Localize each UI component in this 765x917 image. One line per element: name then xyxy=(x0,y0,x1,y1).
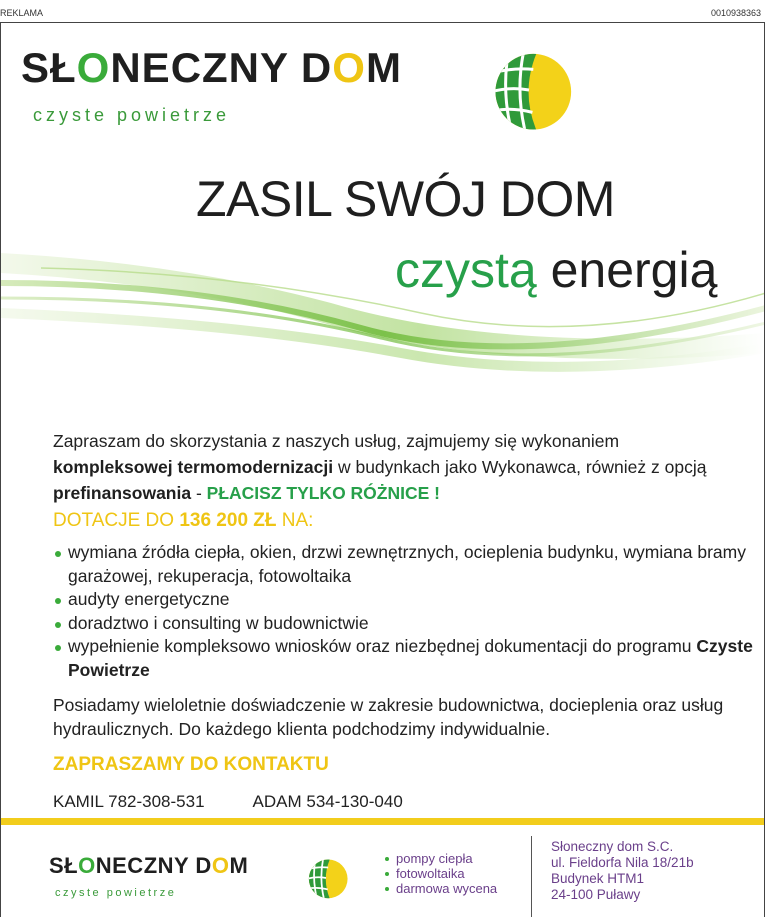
solar-globe-icon xyxy=(483,47,575,133)
footer-divider xyxy=(531,836,532,917)
solar-globe-icon-small xyxy=(303,856,349,900)
brand-tagline-large: czyste powietrze xyxy=(33,105,231,125)
list-item: wypełnienie kompleksowo wniosków oraz niezbędnej dokumentacji do programu Czyste Powietrze xyxy=(53,635,753,682)
company-address xyxy=(551,839,694,903)
top-strip xyxy=(0,0,765,22)
list-item: doradztwo i consulting w budownictwie xyxy=(53,612,753,636)
services-bullet-list xyxy=(53,541,753,682)
brand-tagline-small: czyste powietrze xyxy=(55,887,177,899)
subsidy-heading: DOTACJE DO 136 200 ZŁ NA: xyxy=(53,510,314,531)
brand-logo-large: SŁONECZNY DOM xyxy=(21,44,402,91)
advertisement-label: REKLAMA xyxy=(0,8,44,18)
list-item: audyty energetyczne xyxy=(53,588,753,612)
contact-phones xyxy=(53,792,403,812)
headline-line-1: ZASIL SWÓJ DOM xyxy=(196,171,615,227)
advertisement xyxy=(0,22,765,917)
reference-number: 0010938363 xyxy=(710,8,761,18)
phone-kamil: KAMIL 782-308-531 xyxy=(53,792,205,811)
phone-adam: ADAM 534-130-040 xyxy=(252,792,403,811)
list-item: fotowoltaika xyxy=(383,866,497,881)
contact-heading: ZAPRASZAMY DO KONTAKTU xyxy=(53,754,329,775)
footer-services-list xyxy=(383,851,497,896)
headline-line-2: czystą energią xyxy=(395,242,718,298)
list-item: darmowa wycena xyxy=(383,881,497,896)
list-item: pompy ciepła xyxy=(383,851,497,866)
list-item: wymiana źródła ciepła, okien, drzwi zewnętrznych, ocieplenia budynku, wymiana bramy garażowej, rekuperacja, fotowoltaika xyxy=(53,541,753,588)
company-city: 24-100 Puławy xyxy=(551,887,641,902)
brand-logo-small: SŁONECZNY DOM xyxy=(49,853,249,878)
intro-paragraph: Zapraszam do skorzystania z naszych usług, zajmujemy się wykonaniem kompleksowej termomodernizacji w budynkach jako Wykonawca, również z opcją prefinansowania - PŁACISZ TYLKO RÓŻNICE ! xyxy=(53,431,707,503)
company-building: Budynek HTM1 xyxy=(551,871,645,886)
company-name: Słoneczny dom S.C. xyxy=(551,839,674,854)
divider-bar xyxy=(1,818,765,825)
company-street: ul. Fieldorfa Nila 18/21b xyxy=(551,855,694,870)
experience-paragraph: Posiadamy wieloletnie doświadczenie w zakresie budownictwa, docieplenia oraz usług hydraulicznych. Do każdego klienta podchodzimy indywidualnie. xyxy=(53,695,724,739)
